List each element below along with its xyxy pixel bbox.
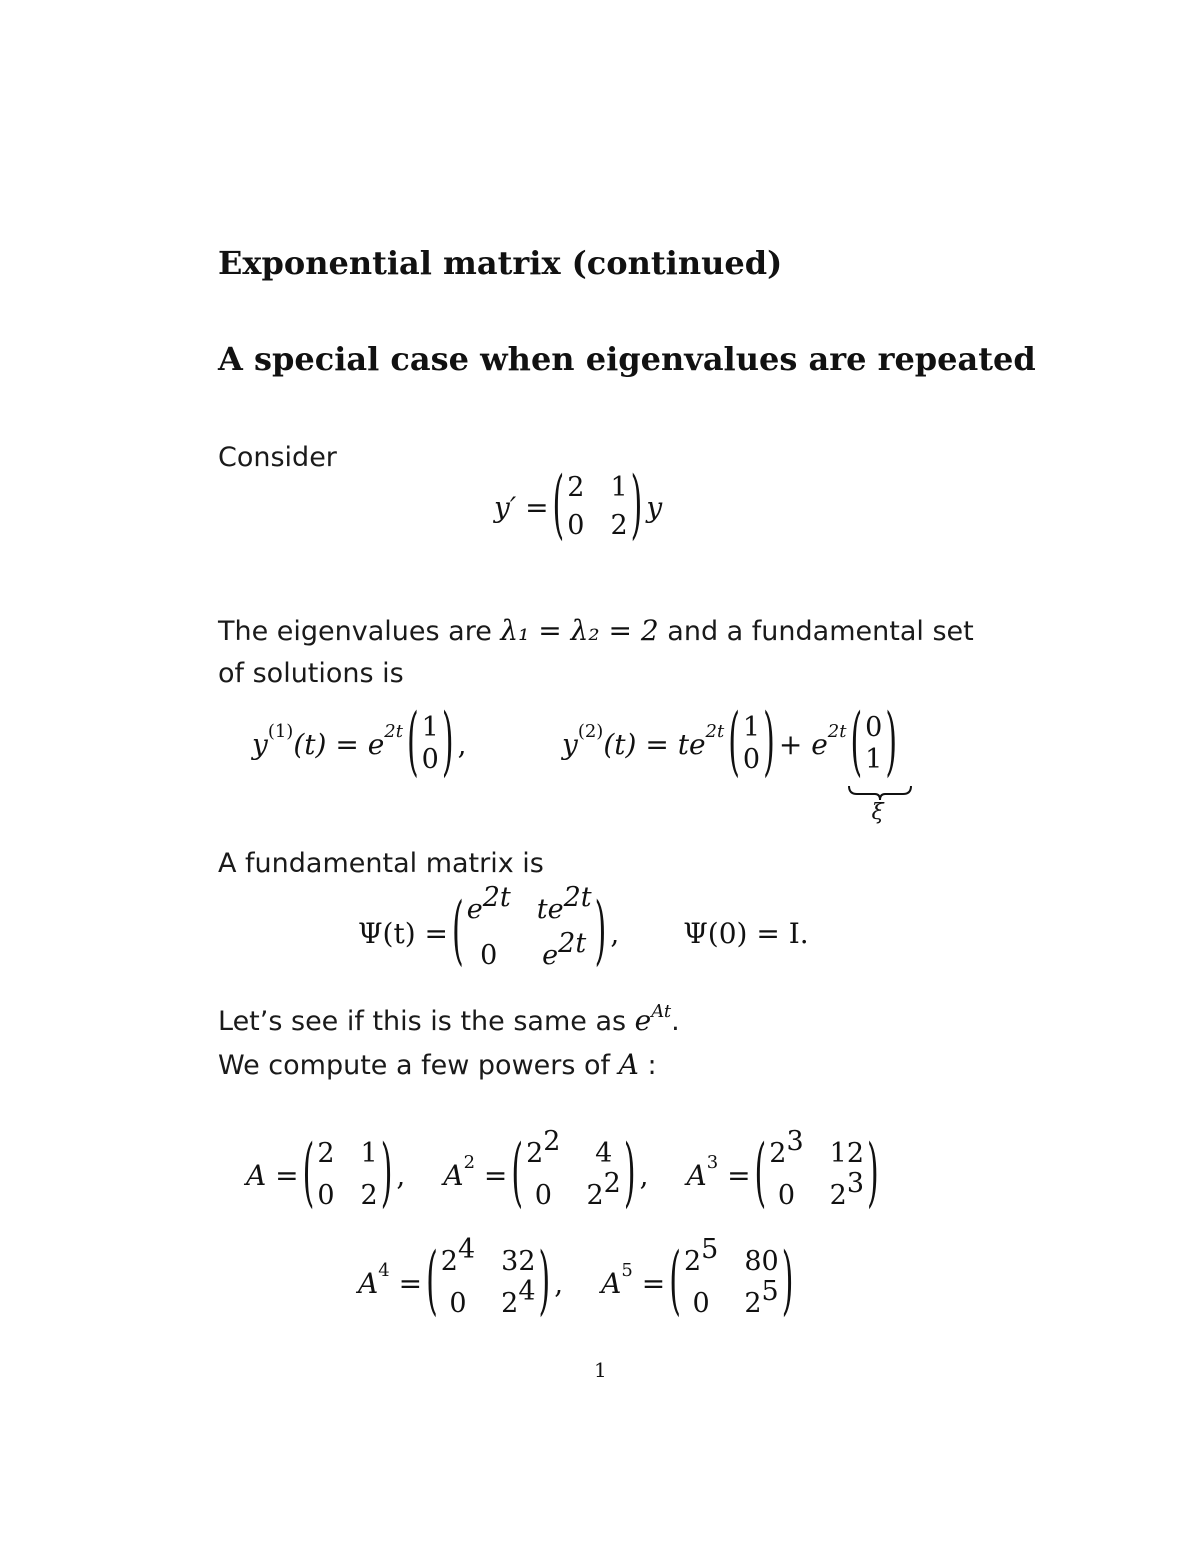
power-exponent: 5 [621, 1259, 633, 1281]
vector-entry: 1 [421, 712, 439, 743]
lets-see-end: . [671, 1006, 680, 1037]
ode-lhs: y′ = [494, 490, 549, 524]
power-label: A [443, 1158, 464, 1192]
equals-sign: = [266, 1158, 299, 1192]
matrix-cell: 0 [534, 1180, 552, 1211]
vector-entry: 1 [742, 712, 761, 743]
power-exponent: 4 [378, 1259, 390, 1281]
compute-a: A [618, 1048, 639, 1081]
matrix-cell: 0 [692, 1288, 710, 1319]
matrix-cell: 22 [526, 1126, 561, 1169]
sol1-arg: (t) = e [293, 727, 385, 761]
psi-matrix: ( e2t te2t 0 e2t ) [452, 882, 607, 976]
matrix-cell: 24 [440, 1234, 476, 1277]
power-matrix: ( 25 80 0 25 ) [669, 1234, 794, 1326]
psi-cell: e2t [466, 882, 511, 925]
ode-matrix-cell: 2 [610, 510, 628, 541]
psi-cell: 0 [480, 940, 498, 971]
solution-1 [252, 699, 467, 787]
sol1-comma: , [457, 727, 467, 761]
lets-see-exp: At [651, 1001, 672, 1022]
sol2-exp: 2t [705, 720, 725, 742]
separator: , [554, 1266, 564, 1300]
matrix-cell: 23 [829, 1168, 865, 1211]
matrix-cell: 80 [744, 1246, 779, 1277]
sol2-plus: + e [778, 727, 828, 761]
eigenvalues-line [218, 614, 974, 647]
equals-sign: = [632, 1266, 666, 1300]
vector-entry: 0 [742, 744, 761, 775]
power-matrix: ( 23 12 0 23 ) [754, 1126, 879, 1218]
solution-2 [562, 699, 901, 825]
equals-sign: = [718, 1158, 751, 1192]
matrix-cell: 23 [769, 1126, 804, 1169]
psi-equation [358, 882, 809, 976]
power-label: A [246, 1158, 267, 1192]
power-equation [358, 1234, 564, 1326]
sol2-arg: (t) = te [603, 727, 706, 761]
power-exponent: 2 [463, 1151, 476, 1173]
power-matrix: ( 22 4 0 22 ) [511, 1126, 636, 1218]
matrix-cell: 25 [744, 1276, 779, 1319]
psi-rhs: Ψ(0) = I. [683, 916, 809, 950]
consider-text: Consider [218, 442, 337, 473]
eigen-text-b: and a fundamental set [658, 616, 974, 647]
power-label: A [358, 1266, 379, 1300]
sol1-exp: 2t [384, 720, 403, 742]
page-number: 1 [594, 1358, 607, 1382]
equals-sign: = [389, 1266, 423, 1300]
powers-row-2 [358, 1234, 835, 1326]
psi-cell: e2t [542, 928, 587, 971]
separator: , [639, 1158, 649, 1192]
matrix-cell: 4 [595, 1138, 613, 1169]
sol2-y: y [562, 727, 578, 761]
lets-see-line [218, 1001, 680, 1037]
compute-text: We compute a few powers of [218, 1050, 619, 1081]
power-exponent: 3 [706, 1151, 719, 1173]
power-equation [686, 1126, 882, 1218]
psi-cell: te2t [536, 882, 592, 925]
solutions-line: of solutions is [218, 658, 404, 689]
power-equation [246, 1130, 406, 1218]
ode-matrix-cell: 0 [567, 510, 585, 541]
power-matrix: ( 2 1 0 2 ) [302, 1130, 393, 1218]
matrix-cell: 24 [501, 1276, 536, 1319]
ode-equation [494, 462, 663, 550]
ode-rhs: y [646, 490, 663, 524]
ode-matrix: ( 2 1 0 2 ) [552, 462, 643, 550]
power-label: A [601, 1266, 622, 1300]
sol2-vector-1: ( 1 0 ) [728, 699, 775, 787]
powers-row-1 [246, 1126, 921, 1218]
sol1-sup: (1) [267, 720, 294, 742]
matrix-cell: 0 [449, 1288, 467, 1319]
matrix-cell: 0 [777, 1180, 796, 1211]
vector-entry: 0 [865, 712, 883, 743]
eigen-math: λ₁ = λ₂ = 2 [500, 614, 659, 647]
power-label: A [686, 1158, 707, 1192]
power-matrix: ( 24 32 0 24 ) [426, 1234, 551, 1326]
matrix-cell: 25 [683, 1234, 719, 1277]
compute-line [218, 1048, 657, 1081]
equals-sign: = [475, 1158, 508, 1192]
power-equation [443, 1126, 649, 1218]
ode-matrix-cell: 2 [567, 472, 585, 503]
fundamental-text: A fundamental matrix is [218, 848, 544, 879]
psi-lhs: Ψ(t) = [358, 916, 449, 950]
matrix-cell: 32 [501, 1246, 536, 1277]
sol1-vector: ( 1 0 ) [406, 699, 454, 787]
sol2-vector-2: ( 0 1 ) ξ [849, 712, 898, 776]
vector-entry: 0 [421, 744, 439, 775]
matrix-cell: 2 [317, 1138, 335, 1169]
section-title: Exponential matrix (continued) [218, 244, 783, 282]
sol1-y: y [252, 727, 268, 761]
lets-see-text: Let’s see if this is the same as [218, 1006, 635, 1037]
sol2-exp2: 2t [827, 720, 847, 742]
matrix-cell: 22 [586, 1168, 621, 1211]
subsection-title: A special case when eigenvalues are repeated [218, 340, 1036, 378]
ode-matrix-cell: 1 [610, 472, 628, 503]
psi-comma: , [610, 916, 620, 950]
separator: , [396, 1158, 406, 1192]
power-equation [601, 1234, 797, 1326]
matrix-cell: 2 [360, 1180, 378, 1211]
sol2-sup: (2) [577, 720, 604, 742]
eigen-text: The eigenvalues are [218, 616, 501, 647]
matrix-cell: 12 [829, 1138, 864, 1169]
vector-entry: 1 [865, 744, 883, 775]
compute-end: : [638, 1050, 657, 1081]
lets-see-e: e [634, 1004, 652, 1037]
matrix-cell: 1 [360, 1138, 378, 1169]
brace-label-xi: ξ [871, 800, 884, 825]
matrix-cell: 0 [317, 1180, 335, 1211]
